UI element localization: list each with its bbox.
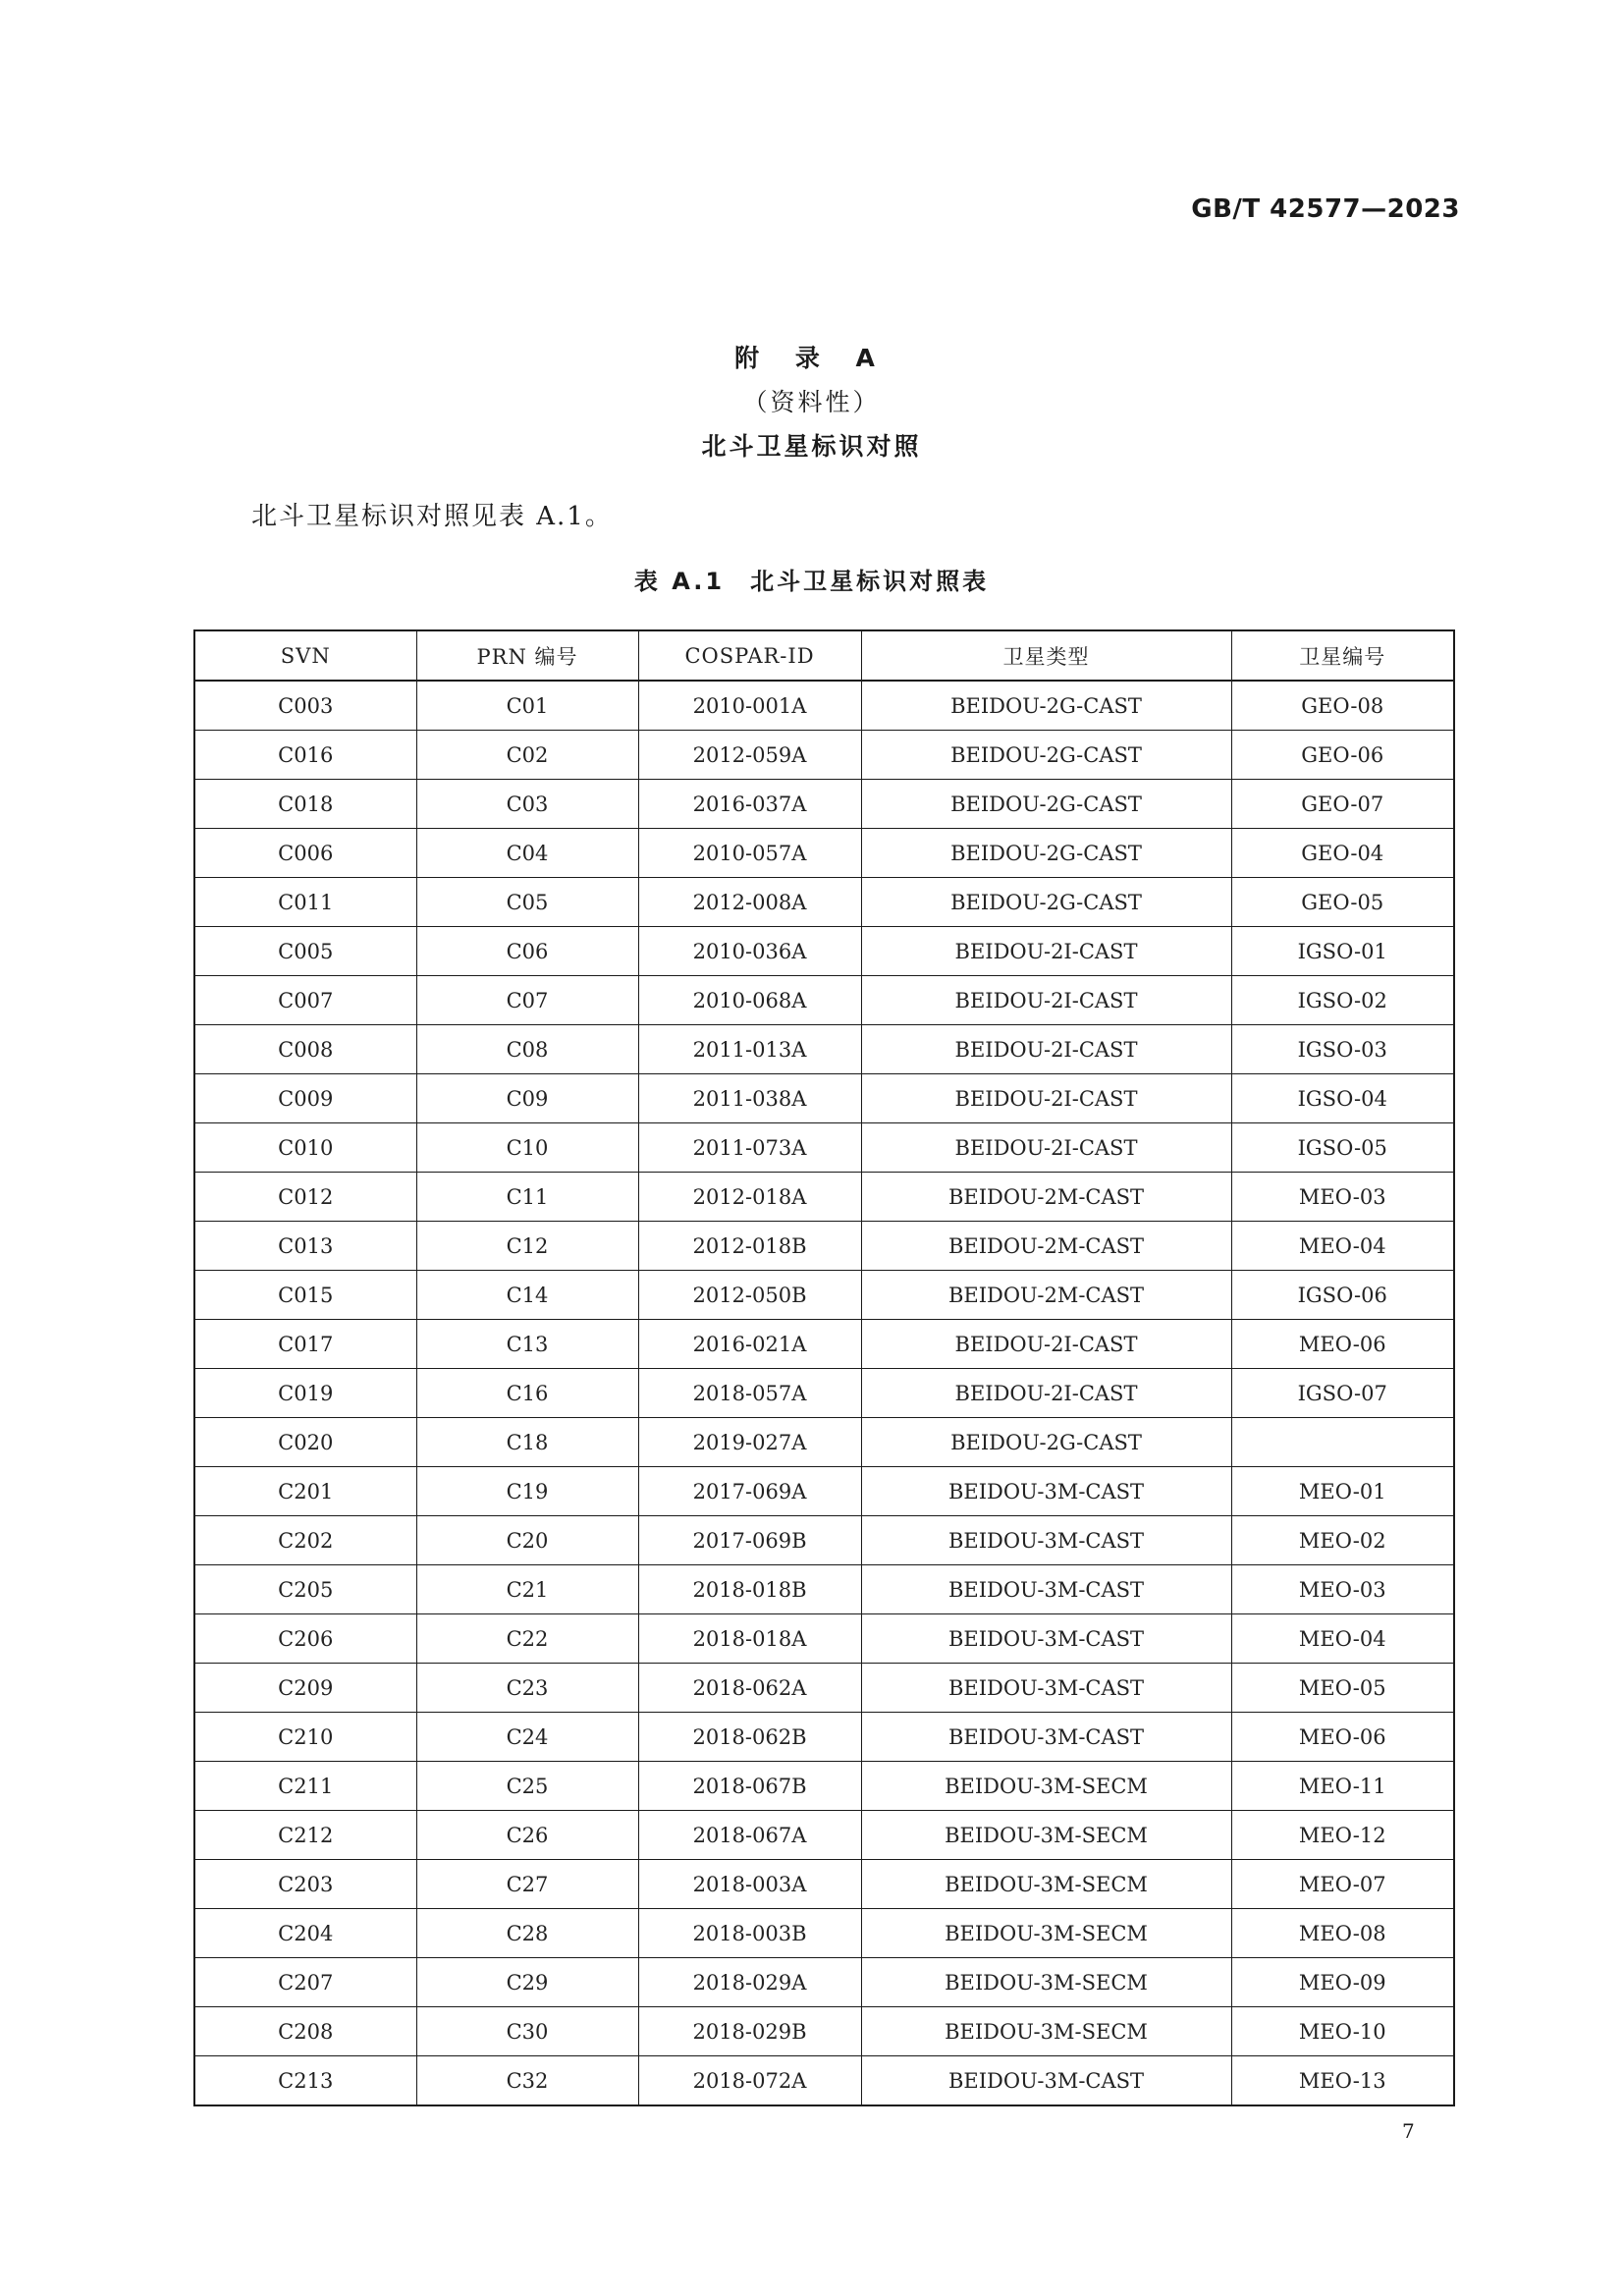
table-row [194, 2056, 1454, 2106]
annex-type: （资料性） [742, 388, 881, 416]
prn-cell: C09 [416, 1074, 638, 1123]
satellite-type-cell: BEIDOU-2G-CAST [861, 731, 1231, 780]
satellite-type-cell: BEIDOU-2I-CAST [861, 927, 1231, 976]
satellite-number-cell: MEO-04 [1231, 1614, 1454, 1664]
satellite-type-cell: BEIDOU-2I-CAST [861, 1123, 1231, 1173]
table-row [194, 829, 1454, 878]
svn-cell: C012 [194, 1173, 416, 1222]
table-caption-title: 北斗卫星标识对照表 [750, 568, 990, 595]
svn-cell: C202 [194, 1516, 416, 1565]
prn-cell: C32 [416, 2056, 638, 2106]
table-row [194, 1614, 1454, 1664]
satellite-number-cell: MEO-12 [1231, 1811, 1454, 1860]
satellite-number-cell: MEO-09 [1231, 1958, 1454, 2007]
prn-cell: C25 [416, 1762, 638, 1811]
prn-cell: C24 [416, 1713, 638, 1762]
prn-cell: C04 [416, 829, 638, 878]
table-body [194, 681, 1454, 2105]
satellite-number-cell: MEO-01 [1231, 1467, 1454, 1516]
prn-cell: C18 [416, 1418, 638, 1467]
prn-cell: C28 [416, 1909, 638, 1958]
prn-cell: C05 [416, 878, 638, 927]
table-caption [0, 562, 1623, 596]
satellite-type-cell: BEIDOU-2I-CAST [861, 976, 1231, 1025]
svn-cell: C203 [194, 1860, 416, 1909]
table-row [194, 1123, 1454, 1173]
cospar-id-cell: 2010-036A [638, 927, 861, 976]
svn-cell: C016 [194, 731, 416, 780]
cospar-id-cell: 2018-018B [638, 1565, 861, 1614]
satellite-number-cell: MEO-06 [1231, 1713, 1454, 1762]
table-row [194, 1467, 1454, 1516]
svn-cell: C009 [194, 1074, 416, 1123]
satellite-type-cell: BEIDOU-3M-SECM [861, 1909, 1231, 1958]
satellite-type-cell: BEIDOU-3M-CAST [861, 1467, 1231, 1516]
satellite-type-cell: BEIDOU-2I-CAST [861, 1074, 1231, 1123]
satellite-number-cell: MEO-02 [1231, 1516, 1454, 1565]
table-row [194, 1811, 1454, 1860]
satellite-number-cell: MEO-08 [1231, 1909, 1454, 1958]
svn-cell: C206 [194, 1614, 416, 1664]
column-header-svn: SVN [194, 630, 416, 681]
cospar-id-cell: 2018-029B [638, 2007, 861, 2056]
satellite-number-cell: IGSO-06 [1231, 1271, 1454, 1320]
table-row [194, 927, 1454, 976]
svn-cell: C019 [194, 1369, 416, 1418]
table-row [194, 878, 1454, 927]
satellite-type-cell: BEIDOU-3M-SECM [861, 1811, 1231, 1860]
prn-cell: C10 [416, 1123, 638, 1173]
table-row [194, 1369, 1454, 1418]
svn-cell: C210 [194, 1713, 416, 1762]
prn-cell: C22 [416, 1614, 638, 1664]
prn-cell: C21 [416, 1565, 638, 1614]
prn-cell: C20 [416, 1516, 638, 1565]
table-row [194, 2007, 1454, 2056]
svn-cell: C011 [194, 878, 416, 927]
satellite-number-cell: IGSO-01 [1231, 927, 1454, 976]
satellite-number-cell: GEO-06 [1231, 731, 1454, 780]
table-row [194, 780, 1454, 829]
satellite-type-cell: BEIDOU-3M-CAST [861, 1713, 1231, 1762]
cospar-id-cell: 2018-067B [638, 1762, 861, 1811]
table-row [194, 1516, 1454, 1565]
svn-cell: C003 [194, 681, 416, 731]
cospar-id-cell: 2018-029A [638, 1958, 861, 2007]
satellite-number-cell: MEO-11 [1231, 1762, 1454, 1811]
column-header-cospar-id: COSPAR-ID [638, 630, 861, 681]
satellite-number-cell: MEO-06 [1231, 1320, 1454, 1369]
satellite-type-cell: BEIDOU-2G-CAST [861, 780, 1231, 829]
annex-title: 北斗卫星标识对照 [701, 432, 922, 461]
svn-cell: C017 [194, 1320, 416, 1369]
table-row [194, 1074, 1454, 1123]
prn-cell: C14 [416, 1271, 638, 1320]
satellite-type-cell: BEIDOU-2G-CAST [861, 829, 1231, 878]
satellite-type-cell: BEIDOU-2M-CAST [861, 1222, 1231, 1271]
svn-cell: C007 [194, 976, 416, 1025]
prn-cell: C11 [416, 1173, 638, 1222]
satellite-type-cell: BEIDOU-3M-SECM [861, 1860, 1231, 1909]
svn-cell: C209 [194, 1664, 416, 1713]
column-header-satellite-type: 卫星类型 [861, 630, 1231, 681]
cospar-id-cell: 2018-067A [638, 1811, 861, 1860]
satellite-number-cell: MEO-05 [1231, 1664, 1454, 1713]
satellite-id-table [193, 629, 1455, 2106]
table-row [194, 1418, 1454, 1467]
satellite-number-cell: MEO-10 [1231, 2007, 1454, 2056]
satellite-number-cell [1231, 1418, 1454, 1467]
prn-cell: C08 [416, 1025, 638, 1074]
cospar-id-cell: 2011-073A [638, 1123, 861, 1173]
svn-cell: C205 [194, 1565, 416, 1614]
table-row [194, 1958, 1454, 2007]
satellite-number-cell: GEO-05 [1231, 878, 1454, 927]
table-row [194, 1173, 1454, 1222]
cospar-id-cell: 2011-013A [638, 1025, 861, 1074]
satellite-number-cell: IGSO-04 [1231, 1074, 1454, 1123]
prn-cell: C30 [416, 2007, 638, 2056]
satellite-type-cell: BEIDOU-3M-CAST [861, 1664, 1231, 1713]
cospar-id-cell: 2012-059A [638, 731, 861, 780]
table-row [194, 1320, 1454, 1369]
svn-cell: C015 [194, 1271, 416, 1320]
satellite-type-cell: BEIDOU-3M-CAST [861, 1614, 1231, 1664]
satellite-number-cell: GEO-07 [1231, 780, 1454, 829]
satellite-type-cell: BEIDOU-3M-SECM [861, 2007, 1231, 2056]
satellite-type-cell: BEIDOU-2M-CAST [861, 1271, 1231, 1320]
satellite-number-cell: MEO-03 [1231, 1173, 1454, 1222]
cospar-id-cell: 2010-001A [638, 681, 861, 731]
svn-cell: C213 [194, 2056, 416, 2106]
table-row [194, 1909, 1454, 1958]
table-row [194, 1025, 1454, 1074]
satellite-number-cell: GEO-04 [1231, 829, 1454, 878]
cospar-id-cell: 2018-057A [638, 1369, 861, 1418]
prn-cell: C27 [416, 1860, 638, 1909]
svn-cell: C008 [194, 1025, 416, 1074]
svn-cell: C020 [194, 1418, 416, 1467]
cospar-id-cell: 2011-038A [638, 1074, 861, 1123]
prn-cell: C16 [416, 1369, 638, 1418]
svn-cell: C010 [194, 1123, 416, 1173]
svn-cell: C204 [194, 1909, 416, 1958]
table-row [194, 976, 1454, 1025]
annex-number: 附 录 A [734, 344, 889, 372]
table-row [194, 681, 1454, 731]
svn-cell: C201 [194, 1467, 416, 1516]
column-header-prn: PRN 编号 [416, 630, 638, 681]
satellite-number-cell: IGSO-07 [1231, 1369, 1454, 1418]
cospar-id-cell: 2012-018A [638, 1173, 861, 1222]
table-caption-number: 表 A.1 [633, 568, 726, 595]
satellite-number-cell: MEO-04 [1231, 1222, 1454, 1271]
cospar-id-cell: 2018-062A [638, 1664, 861, 1713]
svn-cell: C005 [194, 927, 416, 976]
table-row [194, 1222, 1454, 1271]
cospar-id-cell: 2018-072A [638, 2056, 861, 2106]
svn-cell: C018 [194, 780, 416, 829]
svn-cell: C013 [194, 1222, 416, 1271]
satellite-type-cell: BEIDOU-3M-CAST [861, 1565, 1231, 1614]
cospar-id-cell: 2012-018B [638, 1222, 861, 1271]
prn-cell: C29 [416, 1958, 638, 2007]
cospar-id-cell: 2016-021A [638, 1320, 861, 1369]
table-row [194, 1565, 1454, 1614]
table-header-row [194, 630, 1454, 681]
cospar-id-cell: 2018-062B [638, 1713, 861, 1762]
satellite-number-cell: MEO-03 [1231, 1565, 1454, 1614]
prn-cell: C01 [416, 681, 638, 731]
standard-code: GB/T 42577—2023 [1191, 194, 1460, 224]
satellite-type-cell: BEIDOU-3M-SECM [861, 1958, 1231, 2007]
cospar-id-cell: 2019-027A [638, 1418, 861, 1467]
satellite-type-cell: BEIDOU-2I-CAST [861, 1320, 1231, 1369]
satellite-type-cell: BEIDOU-3M-CAST [861, 2056, 1231, 2106]
satellite-number-cell: IGSO-02 [1231, 976, 1454, 1025]
table-row [194, 1271, 1454, 1320]
prn-cell: C19 [416, 1467, 638, 1516]
satellite-type-cell: BEIDOU-2I-CAST [861, 1025, 1231, 1074]
prn-cell: C13 [416, 1320, 638, 1369]
svn-cell: C211 [194, 1762, 416, 1811]
satellite-number-cell: MEO-13 [1231, 2056, 1454, 2106]
prn-cell: C26 [416, 1811, 638, 1860]
prn-cell: C12 [416, 1222, 638, 1271]
svn-cell: C006 [194, 829, 416, 878]
page-number: 7 [1402, 2119, 1415, 2143]
svn-cell: C212 [194, 1811, 416, 1860]
prn-cell: C03 [416, 780, 638, 829]
satellite-type-cell: BEIDOU-3M-SECM [861, 1762, 1231, 1811]
table-row [194, 1713, 1454, 1762]
svn-cell: C207 [194, 1958, 416, 2007]
satellite-type-cell: BEIDOU-2G-CAST [861, 878, 1231, 927]
satellite-type-cell: BEIDOU-2I-CAST [861, 1369, 1231, 1418]
satellite-number-cell: GEO-08 [1231, 681, 1454, 731]
column-header-satellite-number: 卫星编号 [1231, 630, 1454, 681]
cospar-id-cell: 2018-003A [638, 1860, 861, 1909]
cospar-id-cell: 2016-037A [638, 780, 861, 829]
satellite-type-cell: BEIDOU-2G-CAST [861, 681, 1231, 731]
satellite-type-cell: BEIDOU-2G-CAST [861, 1418, 1231, 1467]
cospar-id-cell: 2017-069A [638, 1467, 861, 1516]
satellite-type-cell: BEIDOU-2M-CAST [861, 1173, 1231, 1222]
cospar-id-cell: 2012-050B [638, 1271, 861, 1320]
prn-cell: C06 [416, 927, 638, 976]
prn-cell: C02 [416, 731, 638, 780]
cospar-id-cell: 2018-003B [638, 1909, 861, 1958]
cospar-id-cell: 2018-018A [638, 1614, 861, 1664]
table-row [194, 1762, 1454, 1811]
svn-cell: C208 [194, 2007, 416, 2056]
satellite-number-cell: IGSO-05 [1231, 1123, 1454, 1173]
prn-cell: C23 [416, 1664, 638, 1713]
cospar-id-cell: 2010-068A [638, 976, 861, 1025]
prn-cell: C07 [416, 976, 638, 1025]
satellite-type-cell: BEIDOU-3M-CAST [861, 1516, 1231, 1565]
cospar-id-cell: 2010-057A [638, 829, 861, 878]
cospar-id-cell: 2017-069B [638, 1516, 861, 1565]
satellite-number-cell: IGSO-03 [1231, 1025, 1454, 1074]
table-row [194, 731, 1454, 780]
table-row [194, 1860, 1454, 1909]
satellite-number-cell: MEO-07 [1231, 1860, 1454, 1909]
cospar-id-cell: 2012-008A [638, 878, 861, 927]
table-row [194, 1664, 1454, 1713]
intro-paragraph: 北斗卫星标识对照见表 A.1。 [251, 502, 613, 531]
